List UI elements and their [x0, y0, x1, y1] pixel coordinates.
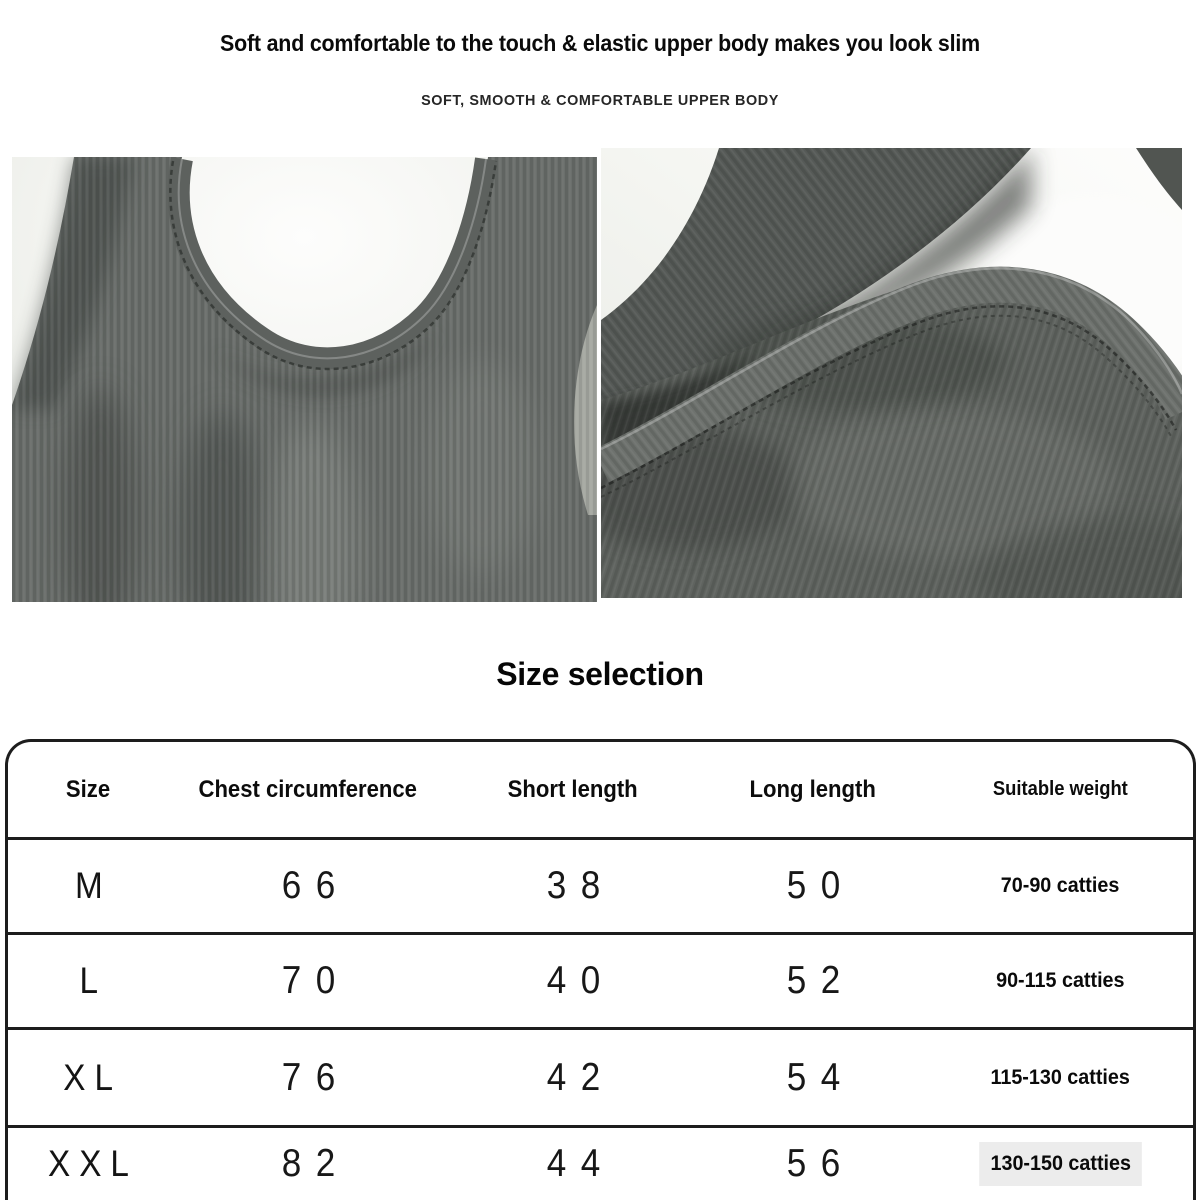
- cell-short-length: 40: [547, 959, 615, 1002]
- cell-weight: 115-130 catties: [990, 1065, 1131, 1089]
- collar-detail-illustration: [601, 148, 1182, 598]
- table-row-m: [8, 840, 1193, 935]
- cell-chest: 76: [282, 1055, 350, 1099]
- cell-long-length: 54: [787, 1055, 855, 1099]
- cell-weight: 130-150 catties: [928, 1142, 1193, 1186]
- table-row-xxl: [8, 1128, 1193, 1200]
- page-title: Soft and comfortable to the touch & elastic upper body makes you look slim: [220, 30, 980, 56]
- cell-size: XXL: [48, 1143, 138, 1184]
- column-header-long-length: Long length: [749, 775, 877, 803]
- cell-long-length: 52: [787, 959, 855, 1002]
- cell-size: M: [74, 865, 112, 906]
- table-row-l: [8, 935, 1193, 1030]
- page-subtitle: SOFT, SMOOTH & COMFORTABLE UPPER BODY: [421, 92, 779, 109]
- cell-chest: 66: [282, 864, 350, 907]
- cell-short-length: 42: [547, 1055, 615, 1099]
- size-selection-heading: Size selection: [496, 656, 704, 692]
- cell-size: XL: [63, 1056, 123, 1098]
- column-header-short-length: Short length: [507, 775, 639, 803]
- cell-long-length: 50: [787, 864, 855, 907]
- table-row-xl: [8, 1030, 1193, 1128]
- cell-chest: 70: [282, 959, 350, 1002]
- cell-chest: 82: [282, 1142, 350, 1185]
- column-header-weight: Suitable weight: [993, 778, 1128, 800]
- cell-size: L: [79, 960, 107, 1001]
- product-photo-collar-detail: [601, 148, 1182, 598]
- cell-weight: 90-115 catties: [996, 969, 1125, 992]
- size-table-header-row: [8, 742, 1193, 840]
- column-header-size: Size: [65, 775, 111, 803]
- cell-weight: 70-90 catties: [1001, 874, 1120, 897]
- product-photo-neckline: [12, 157, 597, 602]
- cell-short-length: 44: [547, 1142, 615, 1185]
- tank-top-neckline-illustration: [12, 157, 597, 602]
- column-header-chest: Chest circumference: [198, 775, 418, 803]
- cell-short-length: 38: [547, 864, 615, 907]
- cell-long-length: 56: [787, 1142, 855, 1185]
- size-table: [5, 739, 1196, 1200]
